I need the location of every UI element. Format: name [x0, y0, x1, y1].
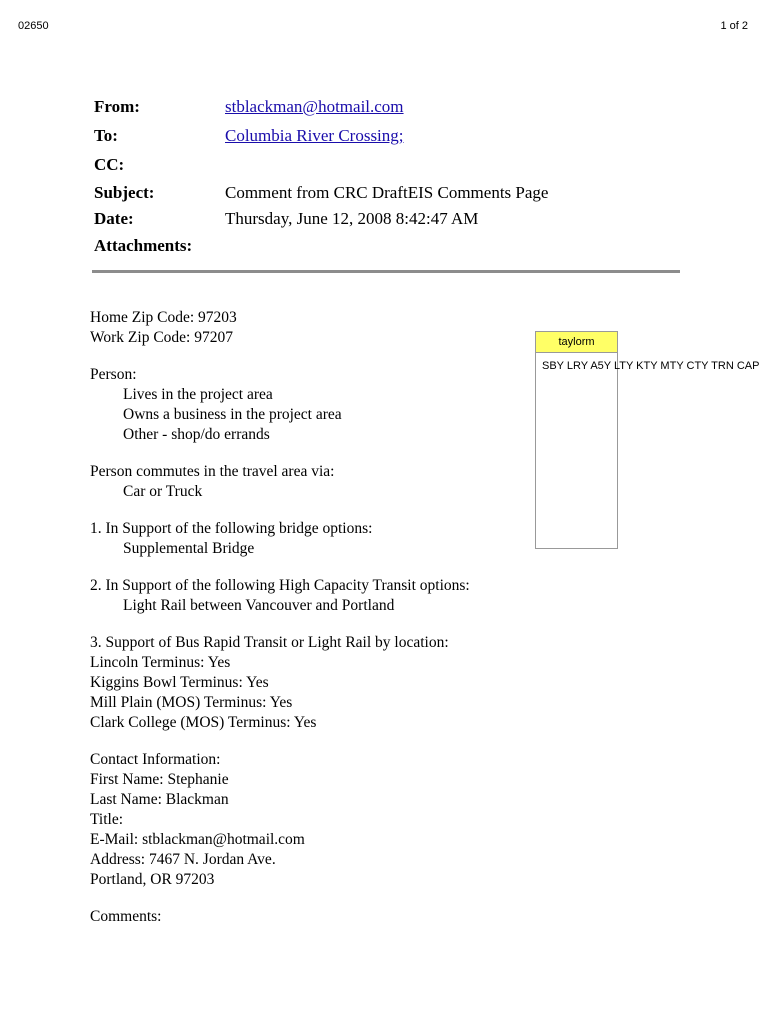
- category-codes: SBY LRY A5Y LTY KTY MTY CTY TRN CAP: [542, 360, 760, 372]
- location-block: [90, 633, 530, 733]
- contact-block: [90, 750, 530, 890]
- location-item: Lincoln Terminus: Yes: [90, 654, 231, 671]
- contact-item: E-Mail: stblackman@hotmail.com: [90, 831, 305, 848]
- subject-value: Comment from CRC DraftEIS Comments Page: [225, 183, 549, 202]
- document-id: 02650: [18, 20, 49, 32]
- comments-label: Comments:: [90, 908, 162, 925]
- person-item: Lives in the project area: [123, 386, 273, 403]
- home-zip: Home Zip Code: 97203: [90, 309, 237, 326]
- person-item: Other - shop/do errands: [123, 426, 270, 443]
- contact-item: Portland, OR 97203: [90, 871, 215, 888]
- zip-block: [90, 308, 530, 348]
- transit-label: 2. In Support of the following High Capacity Transit options:: [90, 577, 470, 594]
- contact-item: Address: 7467 N. Jordan Ave.: [90, 851, 276, 868]
- location-item: Kiggins Bowl Terminus: Yes: [90, 674, 269, 691]
- location-item: Clark College (MOS) Terminus: Yes: [90, 714, 317, 731]
- bridge-item: Supplemental Bridge: [123, 540, 255, 557]
- cc-label: CC:: [94, 155, 125, 174]
- comments-block: [90, 907, 530, 927]
- to-recipient-link[interactable]: Columbia River Crossing;: [225, 126, 404, 145]
- commute-item: Car or Truck: [123, 483, 203, 500]
- location-label: 3. Support of Bus Rapid Transit or Light Rail by location:: [90, 634, 449, 651]
- from-email-link[interactable]: stblackman@hotmail.com: [225, 97, 404, 116]
- contact-item: Last Name: Blackman: [90, 791, 229, 808]
- bridge-block: [90, 519, 530, 559]
- person-block: [90, 365, 530, 445]
- header-divider: [92, 270, 680, 273]
- transit-item: Light Rail between Vancouver and Portland: [123, 597, 395, 614]
- work-zip: Work Zip Code: 97207: [90, 329, 233, 346]
- message-body: [90, 308, 530, 944]
- page-indicator: 1 of 2: [720, 20, 748, 32]
- to-label: To:: [94, 126, 118, 145]
- contact-item: Title:: [90, 811, 124, 828]
- contact-item: First Name: Stephanie: [90, 771, 229, 788]
- transit-block: [90, 576, 530, 616]
- attachments-label: Attachments:: [94, 236, 193, 255]
- date-value: Thursday, June 12, 2008 8:42:47 AM: [225, 209, 479, 228]
- date-label: Date:: [94, 209, 134, 228]
- person-item: Owns a business in the project area: [123, 406, 342, 423]
- commute-block: [90, 462, 530, 502]
- commute-label: Person commutes in the travel area via:: [90, 463, 335, 480]
- person-label: Person:: [90, 366, 137, 383]
- from-label: From:: [94, 97, 140, 116]
- location-item: Mill Plain (MOS) Terminus: Yes: [90, 694, 293, 711]
- bridge-label: 1. In Support of the following bridge options:: [90, 520, 373, 537]
- subject-label: Subject:: [94, 183, 155, 202]
- contact-label: Contact Information:: [90, 751, 221, 768]
- reviewer-name: taylorm: [536, 332, 617, 353]
